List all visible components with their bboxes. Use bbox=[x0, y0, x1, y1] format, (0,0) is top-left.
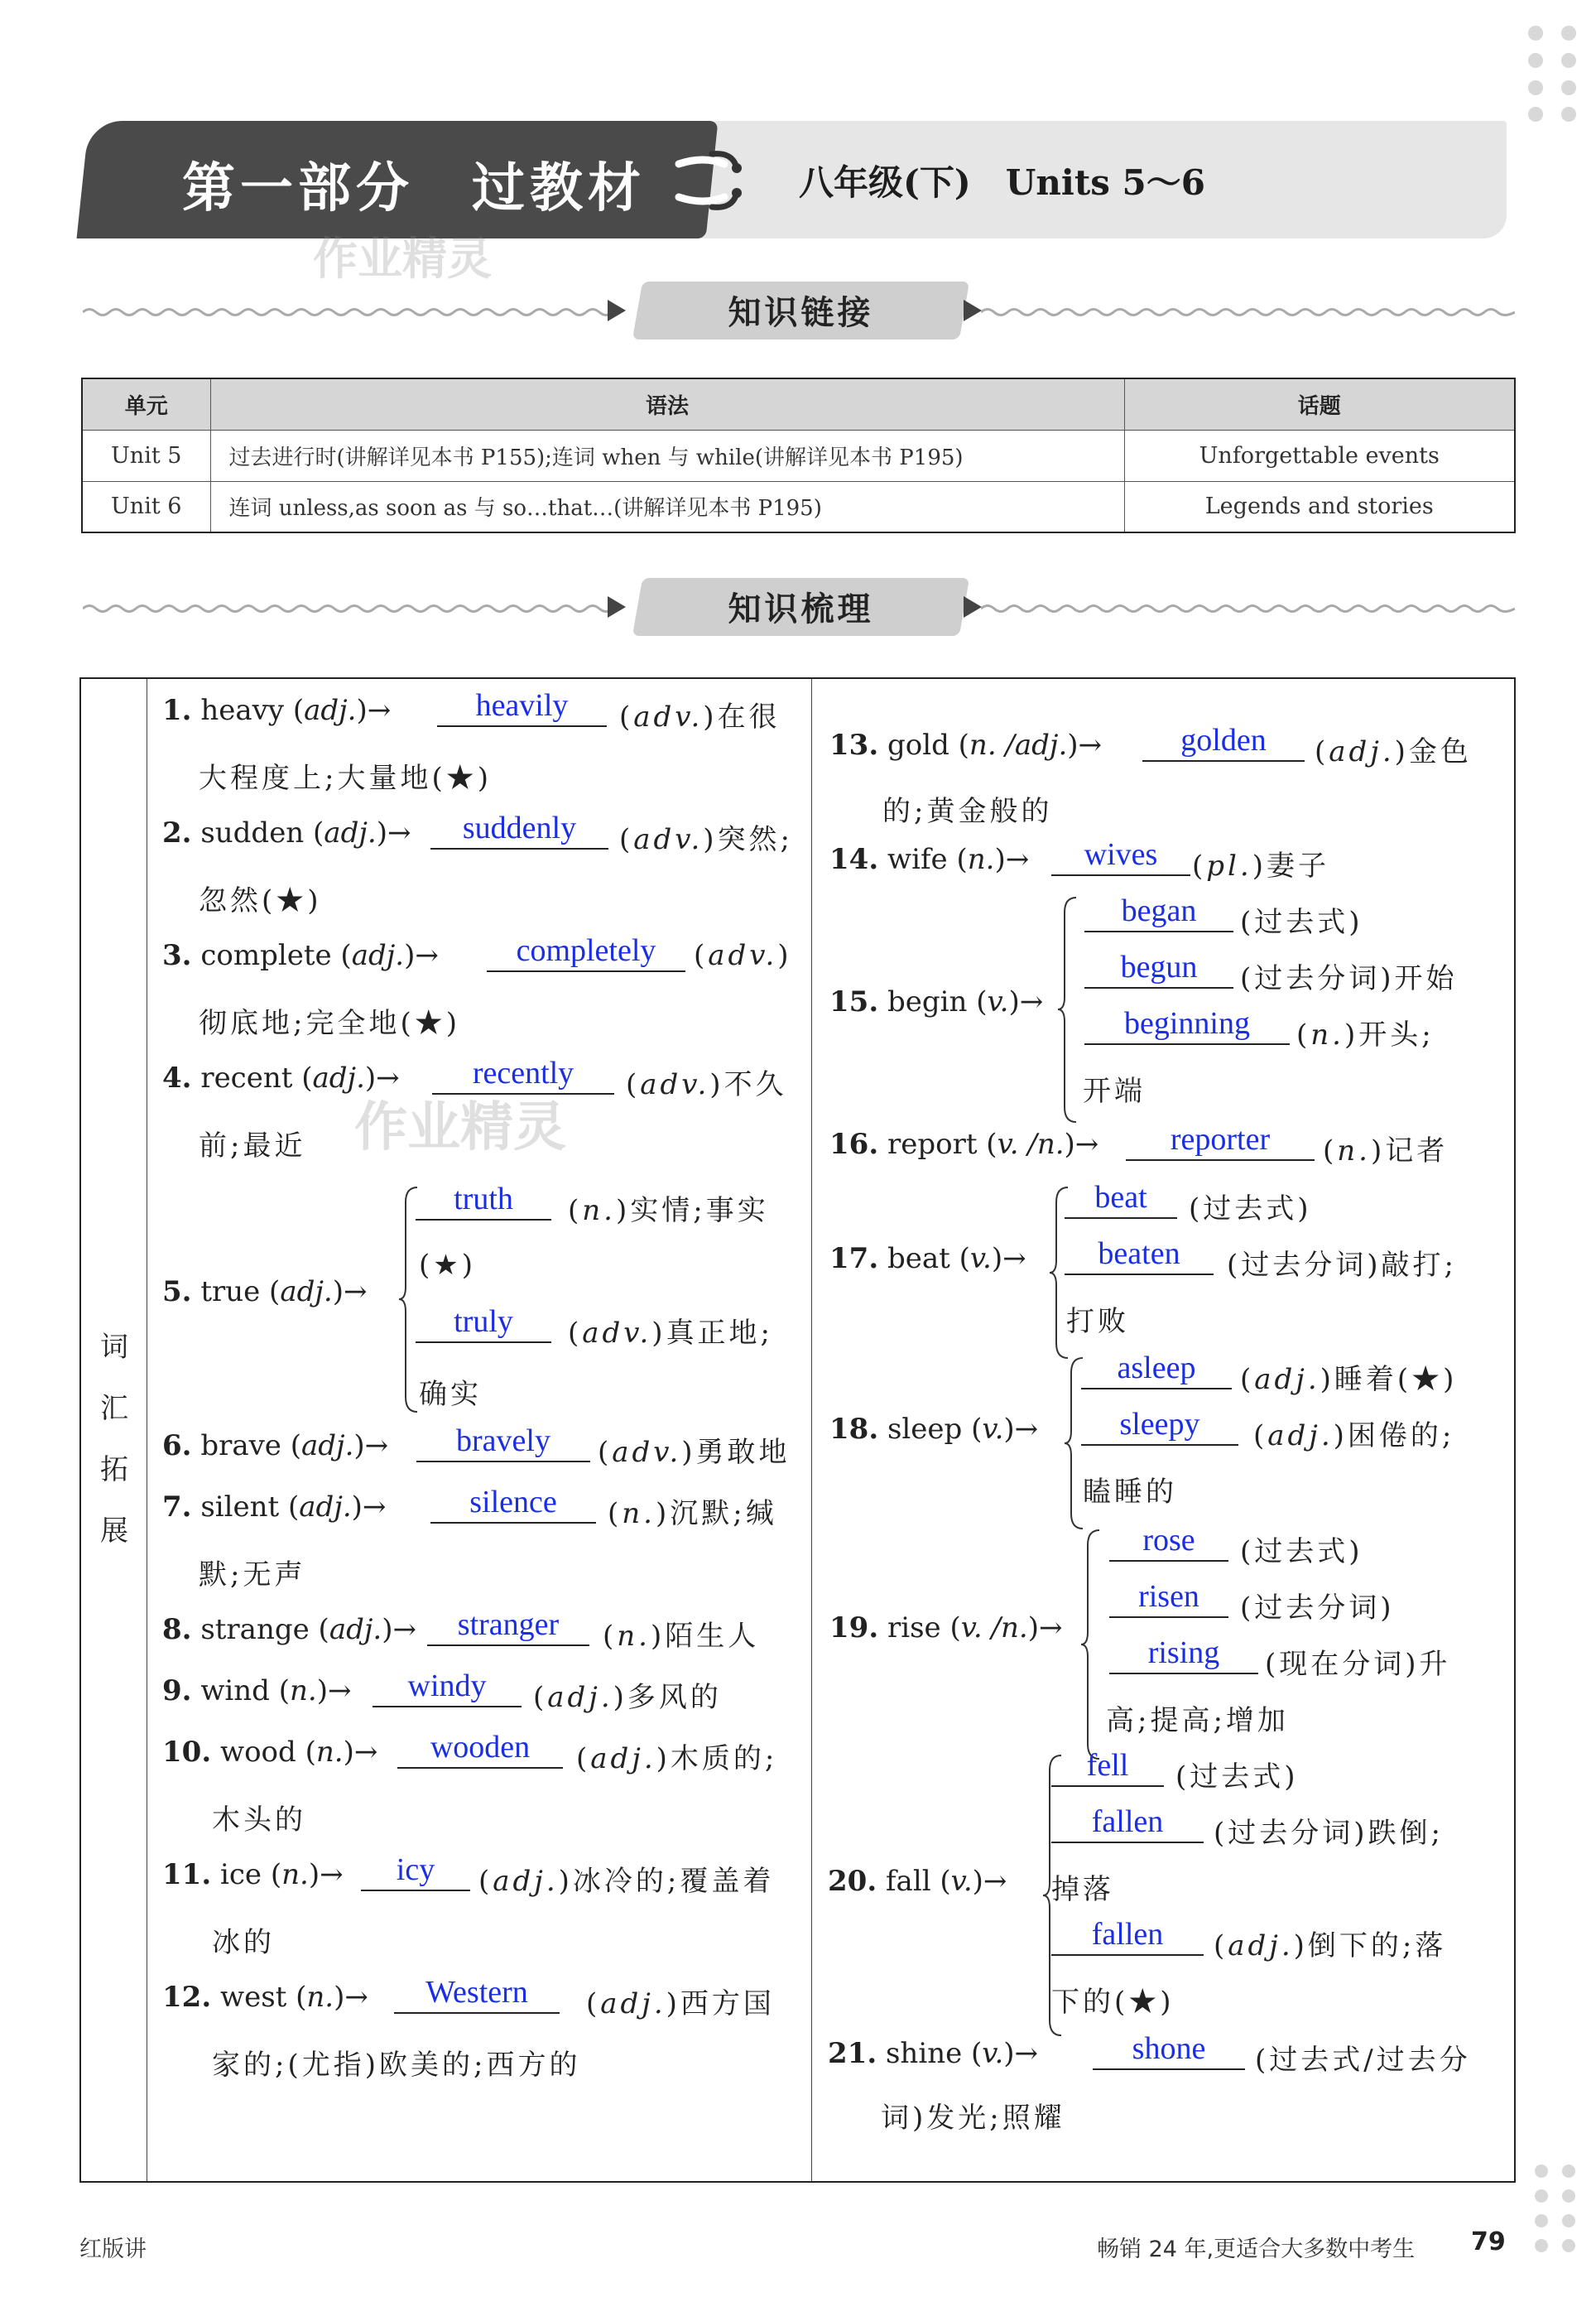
answer-blank: shone bbox=[1093, 2030, 1245, 2070]
list-item: 大程度上;大量地(★) bbox=[199, 762, 492, 795]
list-item: 20. fall (v.)→ bbox=[828, 1865, 1007, 1898]
list-item: 9. wind (n.)→ bbox=[162, 1674, 352, 1707]
list-item: 的;黄金般的 bbox=[882, 795, 1053, 828]
list-item: 1. heavy (adj.)→ bbox=[162, 694, 392, 727]
list-item: 4. recent (adj.)→ bbox=[162, 1062, 400, 1095]
brace bbox=[1056, 896, 1081, 1124]
table-row bbox=[82, 430, 1515, 481]
list-item: (过去分词)跌倒; bbox=[1214, 1817, 1444, 1850]
table-header: 语法 bbox=[210, 378, 1124, 430]
answer-blank: suddenly bbox=[430, 810, 608, 850]
answer-blank: wooden bbox=[397, 1729, 563, 1769]
list-item: 14. wife (n.)→ bbox=[829, 843, 1030, 876]
list-item: 家的;(尤指)欧美的;西方的 bbox=[212, 2049, 581, 2082]
table-cell: 连词 unless,as soon as 与 so…that…(讲解详见本书 P195) bbox=[210, 481, 1124, 532]
list-item: (adj.)多风的 bbox=[533, 1681, 722, 1714]
answer-blank: rising bbox=[1109, 1635, 1258, 1674]
list-item: 默;无声 bbox=[199, 1558, 306, 1591]
list-item: (adv.)在很 bbox=[619, 701, 781, 734]
table-header-row bbox=[82, 378, 1515, 430]
list-item: 高;提高;增加 bbox=[1106, 1704, 1289, 1737]
side-label: 词 汇 拓 展 bbox=[100, 1331, 128, 1548]
answer-blank: reporter bbox=[1126, 1121, 1315, 1161]
answer-blank: recently bbox=[432, 1055, 614, 1095]
answer-blank: began bbox=[1084, 893, 1233, 932]
list-item: (n.)记者 bbox=[1323, 1134, 1449, 1168]
list-item: (adj.)西方国 bbox=[586, 1987, 775, 2020]
footer-slogan: 畅销 24 年,更适合大多数中考生 bbox=[1097, 2237, 1416, 2262]
hook-icon bbox=[654, 139, 753, 222]
list-item: (过去分词)敲打; bbox=[1227, 1249, 1457, 1282]
decorative-dots bbox=[1523, 23, 1589, 123]
list-item: 2. sudden (adj.)→ bbox=[162, 816, 411, 850]
list-item: (adj.)倒下的;落 bbox=[1214, 1929, 1447, 1962]
list-item: 打败 bbox=[1066, 1305, 1129, 1338]
list-item: 16. report (v. /n.)→ bbox=[829, 1128, 1099, 1161]
list-item: (adj.)困倦的; bbox=[1253, 1419, 1455, 1452]
answer-blank: fallen bbox=[1051, 1803, 1204, 1843]
watermark: 作业精灵 bbox=[354, 1097, 566, 1158]
answer-blank: begun bbox=[1084, 949, 1233, 989]
list-item: (adj.)金色 bbox=[1315, 735, 1472, 768]
decorative-dots bbox=[1531, 2161, 1589, 2269]
answer-blank: truth bbox=[416, 1181, 551, 1221]
list-item: 5. true (adj.)→ bbox=[162, 1275, 368, 1308]
table-cell: Unit 5 bbox=[82, 430, 210, 481]
arrow-icon bbox=[604, 296, 632, 325]
list-item: (过去式/过去分 bbox=[1255, 2044, 1471, 2077]
answer-blank: risen bbox=[1109, 1578, 1228, 1618]
list-item: (adv.) bbox=[694, 939, 792, 972]
list-item: 10. wood (n.)→ bbox=[162, 1736, 378, 1769]
wave-divider bbox=[981, 306, 1515, 318]
answer-blank: icy bbox=[361, 1852, 470, 1891]
list-item: (n.)开头; bbox=[1296, 1018, 1435, 1052]
answer-blank: truly bbox=[416, 1303, 551, 1343]
list-item: (adj.)木质的; bbox=[576, 1742, 778, 1775]
list-item: (过去式) bbox=[1240, 1535, 1363, 1568]
list-item: (过去式) bbox=[1189, 1192, 1312, 1226]
answer-blank: beaten bbox=[1065, 1235, 1214, 1275]
table-header: 话题 bbox=[1124, 378, 1515, 430]
table-cell: 过去进行时(讲解详见本书 P155);连词 when 与 while(讲解详见本书 P195) bbox=[210, 430, 1124, 481]
list-item: 7. silent (adj.)→ bbox=[162, 1490, 387, 1524]
page-subtitle: 八年级(下) Units 5～6 bbox=[799, 162, 1205, 203]
list-item: (adv.)真正地; bbox=[568, 1317, 774, 1350]
answer-blank: asleep bbox=[1081, 1350, 1232, 1389]
list-item: 12. west (n.)→ bbox=[162, 1981, 368, 2014]
column-divider bbox=[811, 679, 812, 2181]
answer-blank: rose bbox=[1109, 1522, 1228, 1562]
footer-brand: 红版讲 bbox=[79, 2237, 147, 2262]
answer-blank: windy bbox=[373, 1668, 522, 1707]
arrow-icon bbox=[604, 593, 632, 621]
list-item: 8. strange (adj.)→ bbox=[162, 1613, 416, 1646]
wave-divider bbox=[981, 603, 1515, 614]
table-cell: Legends and stories bbox=[1124, 481, 1515, 532]
answer-blank: fallen bbox=[1051, 1916, 1204, 1956]
list-item: (过去式) bbox=[1175, 1760, 1299, 1794]
list-item: 11. ice (n.)→ bbox=[162, 1858, 344, 1891]
section-title: 知识梳理 bbox=[728, 590, 874, 628]
list-item: (n.)陌生人 bbox=[603, 1620, 760, 1653]
list-item: (★) bbox=[419, 1249, 477, 1282]
answer-blank: beginning bbox=[1084, 1005, 1290, 1045]
list-item: 忽然(★) bbox=[199, 884, 322, 917]
watermark: 作业精灵 bbox=[313, 233, 492, 285]
list-item: 前;最近 bbox=[199, 1129, 306, 1163]
wave-divider bbox=[83, 306, 613, 318]
answer-blank: heavily bbox=[437, 687, 607, 727]
list-item: (过去式) bbox=[1240, 906, 1363, 939]
list-item: 21. shine (v.)→ bbox=[828, 2037, 1039, 2070]
section-banner-knowledge-review bbox=[83, 578, 1515, 636]
answer-blank: completely bbox=[487, 932, 685, 972]
answer-blank: sleepy bbox=[1081, 1406, 1238, 1446]
list-item: (adv.)不久 bbox=[626, 1068, 787, 1101]
page-title: 第一部分 过教材 bbox=[182, 158, 646, 219]
answer-blank: fell bbox=[1051, 1747, 1164, 1787]
list-item: 瞌睡的 bbox=[1083, 1476, 1177, 1509]
table-header: 单元 bbox=[82, 378, 210, 430]
list-item: (adv.)勇敢地 bbox=[598, 1436, 791, 1469]
list-item: 开端 bbox=[1083, 1075, 1146, 1108]
list-item: (adj.)睡着(★) bbox=[1240, 1363, 1458, 1396]
list-item: 6. brave (adj.)→ bbox=[162, 1429, 389, 1462]
list-item: 3. complete (adj.)→ bbox=[162, 939, 439, 972]
answer-blank: beat bbox=[1065, 1179, 1177, 1219]
answer-blank: golden bbox=[1142, 722, 1305, 762]
list-item: (n.)沉默;缄 bbox=[608, 1497, 777, 1530]
list-item: 木头的 bbox=[212, 1803, 306, 1837]
list-item: 19. rise (v. /n.)→ bbox=[829, 1611, 1063, 1644]
list-item: 彻底地;完全地(★) bbox=[199, 1007, 460, 1040]
list-item: (adj.)冰冷的;覆盖着 bbox=[478, 1865, 775, 1898]
brace bbox=[1079, 1529, 1104, 1760]
answer-blank: Western bbox=[394, 1974, 560, 2014]
list-item: (现在分词)升 bbox=[1265, 1648, 1451, 1681]
vocabulary-box bbox=[79, 677, 1516, 2183]
section-banner-knowledge-link bbox=[83, 282, 1515, 339]
list-item: 18. sleep (v.)→ bbox=[829, 1413, 1039, 1446]
list-item: (pl.)妻子 bbox=[1192, 850, 1329, 883]
answer-blank: bravely bbox=[416, 1423, 590, 1462]
table-cell: Unforgettable events bbox=[1124, 430, 1515, 481]
answer-blank: silence bbox=[430, 1484, 596, 1524]
list-item: 15. begin (v.)→ bbox=[829, 985, 1044, 1018]
list-item: (adv.)突然; bbox=[619, 823, 794, 856]
list-item: 下的(★) bbox=[1051, 1986, 1175, 2019]
list-item: (过去分词)开始 bbox=[1240, 962, 1458, 995]
page-number: 79 bbox=[1471, 2227, 1506, 2256]
list-item: 13. gold (n. /adj.)→ bbox=[829, 729, 1103, 762]
list-item: 17. beat (v.)→ bbox=[829, 1242, 1026, 1275]
list-item: 掉落 bbox=[1051, 1873, 1114, 1906]
table-row bbox=[82, 481, 1515, 532]
table-cell: Unit 6 bbox=[82, 481, 210, 532]
list-item: 确实 bbox=[419, 1378, 482, 1411]
answer-blank: stranger bbox=[427, 1606, 589, 1646]
list-item: 词)发光;照耀 bbox=[881, 2102, 1065, 2135]
section-title: 知识链接 bbox=[728, 294, 874, 332]
list-item: (过去分词) bbox=[1240, 1591, 1395, 1625]
wave-divider bbox=[83, 603, 613, 614]
list-item: 冰的 bbox=[212, 1926, 275, 1959]
knowledge-link-table bbox=[81, 378, 1516, 533]
list-item: (n.)实情;事实 bbox=[568, 1194, 769, 1227]
answer-blank: wives bbox=[1051, 836, 1190, 876]
